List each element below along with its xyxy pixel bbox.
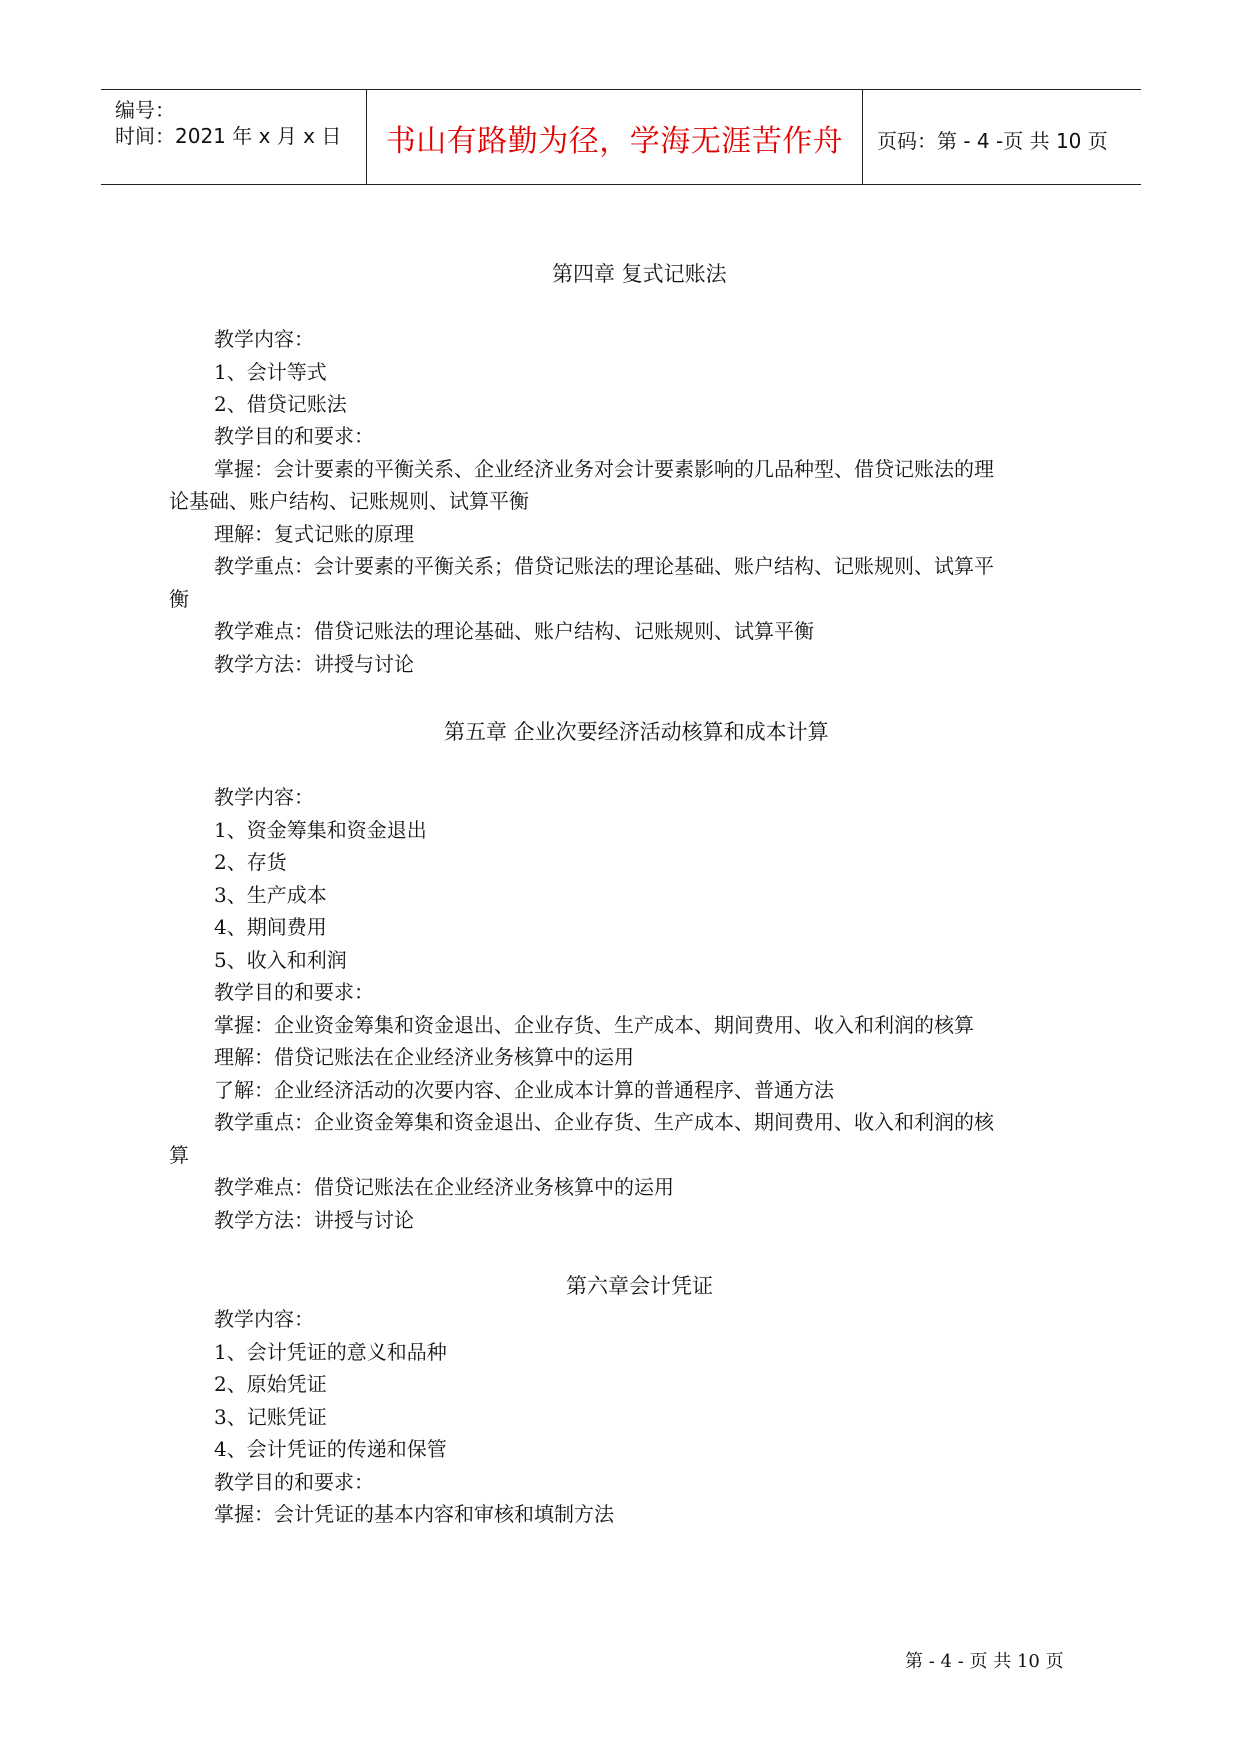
chapter6-line: 4、会计凭证的传递和保管 — [214, 1437, 447, 1461]
chapter5-line: 教学重点：企业资金筹集和资金退出、企业存货、生产成本、期间费用、收入和利润的核 — [214, 1110, 994, 1134]
chapter4-line: 教学目的和要求： — [214, 424, 374, 448]
chapter6-line: 教学目的和要求： — [214, 1470, 374, 1494]
chapter4-line: 教学难点：借贷记账法的理论基础、账户结构、记账规则、试算平衡 — [214, 619, 814, 643]
chapter5-line: 教学内容： — [214, 785, 314, 809]
chapter5-title: 第五章 企业次要经济活动核算和成本计算 — [444, 720, 829, 744]
motto-text: 书山有路勤为径，学海无涯苦作舟 — [385, 124, 844, 159]
chapter4-line: 教学内容： — [214, 327, 314, 351]
chapter6-line: 掌握：会计凭证的基本内容和审核和填制方法 — [214, 1502, 614, 1526]
chapter5-line: 2、存货 — [214, 850, 287, 874]
chapter5-line: 1、资金筹集和资金退出 — [214, 818, 427, 842]
chapter4-line: 论基础、账户结构、记账规则、试算平衡 — [169, 489, 529, 513]
chapter4-line: 衡 — [169, 587, 189, 611]
chapter4-line: 理解：复式记账的原理 — [214, 522, 414, 546]
chapter6-title: 第六章会计凭证 — [566, 1274, 713, 1298]
chapter6-line: 3、记账凭证 — [214, 1405, 327, 1429]
chapter5-line: 算 — [169, 1143, 189, 1167]
header-motto-cell — [366, 90, 863, 184]
chapter5-line: 理解：借贷记账法在企业经济业务核算中的运用 — [214, 1045, 634, 1069]
chapter4-line: 教学方法：讲授与讨论 — [214, 652, 414, 676]
header-info-cell — [101, 90, 366, 184]
chapter5-line: 掌握：企业资金筹集和资金退出、企业存货、生产成本、期间费用、收入和利润的核算 — [214, 1013, 974, 1037]
chapter6-line: 2、原始凭证 — [214, 1372, 327, 1396]
chapter4-line: 1、会计等式 — [214, 360, 327, 384]
chapter5-line: 5、收入和利润 — [214, 948, 347, 972]
chapter5-line: 3、生产成本 — [214, 883, 327, 907]
chapter4-line: 掌握：会计要素的平衡关系、企业经济业务对会计要素影响的几品种型、借贷记账法的理 — [214, 457, 994, 481]
time-text: 时间：2021 年 x 月 x 日 — [115, 124, 342, 148]
chapter5-line: 教学方法：讲授与讨论 — [214, 1208, 414, 1232]
number-label: 编号： — [115, 98, 175, 122]
chapter6-line: 教学内容： — [214, 1307, 314, 1331]
chapter4-title: 第四章 复式记账法 — [552, 262, 727, 286]
chapter5-line: 了解：企业经济活动的次要内容、企业成本计算的普通程序、普通方法 — [214, 1078, 834, 1102]
header-page-cell — [863, 90, 1141, 184]
chapter5-line: 教学目的和要求： — [214, 980, 374, 1004]
footer-page-number: 第 - 4 - 页 共 10 页 — [905, 1651, 1064, 1672]
chapter5-line: 教学难点：借贷记账法在企业经济业务核算中的运用 — [214, 1175, 674, 1199]
page-header — [101, 89, 1141, 185]
chapter6-line: 1、会计凭证的意义和品种 — [214, 1340, 447, 1364]
header-page-number: 页码：第 - 4 -页 共 10 页 — [877, 129, 1108, 153]
chapter5-line: 4、期间费用 — [214, 915, 327, 939]
chapter4-line: 2、借贷记账法 — [214, 392, 347, 416]
chapter4-line: 教学重点：会计要素的平衡关系；借贷记账法的理论基础、账户结构、记账规则、试算平 — [214, 554, 994, 578]
